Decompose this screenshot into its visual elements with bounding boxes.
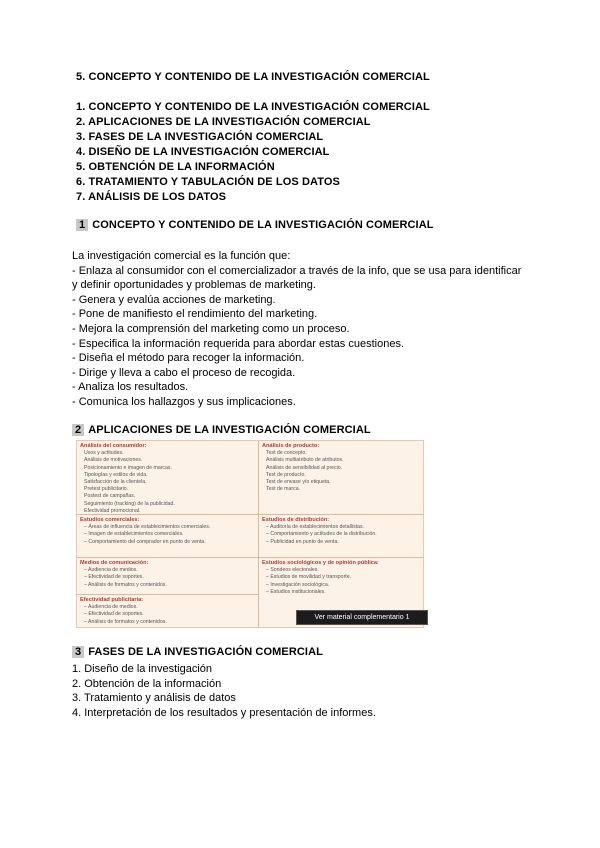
cell-item: – Efectividad de soportes. (84, 611, 255, 618)
cell-item: Tipologías y estilos de vida. (84, 471, 148, 478)
cell-heading: Estudios de distribución: (262, 517, 330, 523)
cell-item: – Sondeos electorales. (266, 567, 422, 574)
cell-item: Análisis de motivaciones. (84, 457, 143, 464)
cell-producto (259, 441, 425, 514)
cell-heading: Estudios sociológicos y de opinión pública: (262, 560, 379, 566)
cell-item: – Audiencia de medios. (84, 604, 255, 611)
toc-item[interactable]: 4. DISEÑO DE LA INVESTIGACIÓN COMERCIAL (76, 146, 330, 158)
cell-item: Satisfacción de la clientela. (84, 479, 147, 486)
section-3-body (72, 662, 376, 720)
list-item: - Enlaza al consumidor con el comercializador a través de la info, que se usa para identificar (72, 264, 522, 277)
section-1-body (72, 249, 521, 410)
cell-distribucion (259, 515, 425, 557)
cell-efectividad (77, 595, 258, 629)
section-3-heading (72, 646, 323, 658)
list-item: 2. Obtención de la información (72, 677, 222, 690)
cell-item: – Efectividad de soportes. (84, 574, 255, 581)
toc-item[interactable]: 3. FASES DE LA INVESTIGACIÓN COMERCIAL (76, 131, 324, 143)
list-item: - Diseña el método para recoger la información. (72, 352, 305, 365)
intro-text: La investigación comercial es la función que: (72, 250, 291, 262)
section-number: 1 (76, 219, 88, 231)
section-1-heading (76, 219, 434, 231)
applications-table (76, 440, 424, 628)
toc-item[interactable]: 1. CONCEPTO Y CONTENIDO DE LA INVESTIGACIÓN COMERCIAL (76, 101, 430, 113)
cell-item: Posicionamiento e imagen de marcas. (84, 464, 172, 471)
section-title: FASES DE LA INVESTIGACIÓN COMERCIAL (88, 646, 323, 658)
list-item: - Dirige y lleva a cabo el proceso de recogida. (72, 366, 296, 379)
cell-item: – Áreas de influencia de establecimientos comerciales. (84, 524, 255, 531)
toc-item[interactable]: 2. APLICACIONES DE LA INVESTIGACIÓN COMERCIAL (76, 116, 371, 128)
cell-item: Test de concepto. (266, 450, 307, 457)
list-item: - Comunica los hallazgos y sus implicaciones. (72, 395, 296, 408)
cell-item: Test de envase y/o etiqueta. (266, 479, 331, 486)
toc-item[interactable]: 5. OBTENCIÓN DE LA INFORMACIÓN (76, 161, 275, 173)
cell-consumidor (77, 441, 258, 514)
cell-item: Test de producto. (266, 471, 306, 478)
toc-item[interactable]: 6. TRATAMIENTO Y TABULACIÓN DE LOS DATOS (76, 176, 340, 188)
cell-sociologicos (259, 558, 425, 598)
cell-heading: Efectividad publicitaria: (80, 597, 144, 603)
section-number: 3 (72, 646, 84, 658)
toc-item[interactable]: 7. ANÁLISIS DE LOS DATOS (76, 191, 227, 203)
list-item: - Genera y evalúa acciones de marketing. (72, 293, 276, 306)
cell-comerciales (77, 515, 258, 557)
section-title: CONCEPTO Y CONTENIDO DE LA INVESTIGACIÓN COMERCIAL (92, 219, 434, 231)
cell-item: – Estudios de movilidad y transporte. (266, 574, 422, 581)
list-item: - Analiza los resultados. (72, 381, 189, 394)
cell-item: – Comportamiento del comprador en punto de venta. (84, 539, 255, 546)
cell-item: Análisis multiatributo de atributos. (266, 457, 344, 464)
cell-item: Análisis de sensibilidad al precio. (266, 464, 343, 471)
cell-item: – Investigación sociológica. (266, 582, 422, 589)
cell-item: Usos y actitudes. (84, 450, 124, 457)
section-title: APLICACIONES DE LA INVESTIGACIÓN COMERCIAL (88, 424, 371, 436)
cell-item: – Comportamiento y actitudes de la distribución. (266, 531, 422, 538)
list-item: y definir oportunidades y problemas de marketing. (72, 279, 316, 292)
cell-item: – Análisis de formatos y contenidos. (84, 619, 255, 626)
cell-heading: Análisis del consumidor: (80, 443, 147, 449)
cell-item: – Análisis de formatos y contenidos. (84, 582, 255, 589)
cell-item: Test de marca. (266, 486, 301, 493)
list-item: - Especifica la información requerida para abordar estas cuestiones. (72, 337, 405, 350)
cell-item: – Publicidad en punto de venta. (266, 539, 422, 546)
cell-heading: Análisis de producto: (262, 443, 320, 449)
section-2-heading (72, 424, 371, 436)
list-item: 1. Diseño de la investigación (72, 663, 213, 675)
list-item: 3. Tratamiento y análisis de datos (72, 692, 236, 705)
cell-item: Efectividad promocional. (84, 507, 141, 514)
page-heading: 5. CONCEPTO Y CONTENIDO DE LA INVESTIGACIÓN COMERCIAL (76, 71, 430, 83)
cell-heading: Medios de comunicación: (80, 560, 149, 566)
cell-heading: Estudios comerciales: (80, 517, 140, 523)
cell-medios (77, 558, 258, 594)
cell-item: – Audiencia de medios. (84, 567, 255, 574)
list-item: - Pone de manifiesto el rendimiento del marketing. (72, 308, 318, 321)
list-item: 4. Interpretación de los resultados y presentación de informes. (72, 706, 376, 719)
cell-item: Postest de campañas. (84, 493, 136, 500)
cell-item: – Estudios institucionales. (266, 589, 422, 596)
cell-item: – Auditoría de establecimientos detallistas. (266, 524, 422, 531)
cell-item: Pretest publicitario. (84, 486, 129, 493)
section-number: 2 (72, 424, 84, 436)
cell-item: – Imagen de establecimientos comerciales. (84, 531, 255, 538)
list-item: - Mejora la comprensión del marketing como un proceso. (72, 322, 350, 335)
cell-item: Seguimiento (tracking) de la publicidad. (84, 500, 175, 507)
complementary-material-button[interactable]: Ver material complementario 1 (296, 610, 428, 625)
table-of-contents (76, 100, 430, 205)
